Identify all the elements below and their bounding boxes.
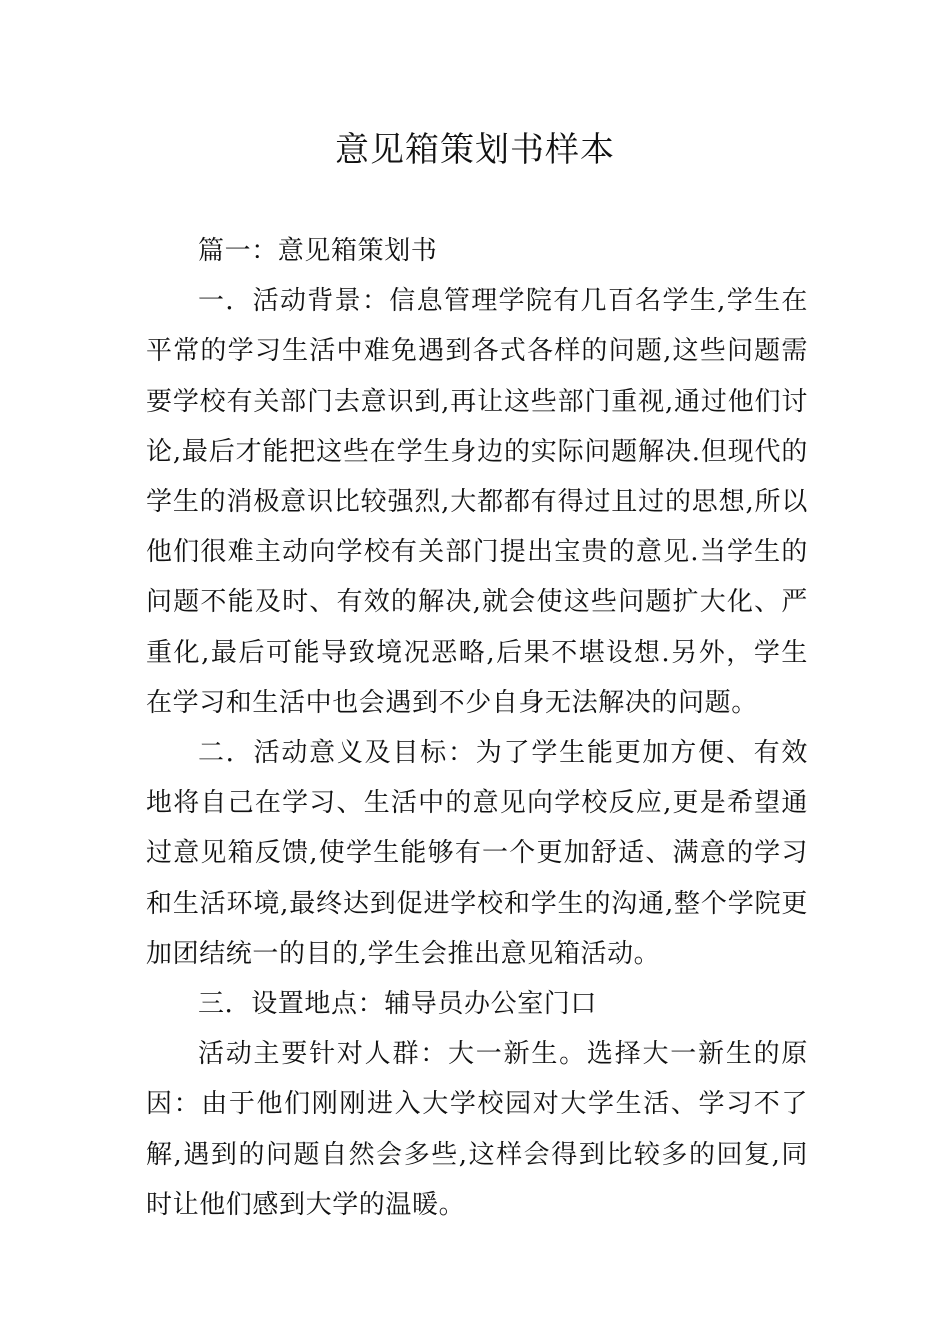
paragraph-location: 三．设置地点：辅导员办公室门口 <box>198 989 598 1020</box>
section-heading: 篇一：意见箱策划书 <box>198 236 438 266</box>
document-title: 意见箱策划书样本 <box>335 130 615 170</box>
paragraph-background: 一．活动背景：信息管理学院有几百名学生,学生在平常的学习生活中难免遇到各式各样的问题,这些问题需要学校有关部门去意识到,再让这些部门重视,通过他们讨论,最后才能把这些在学生身边的实际问题解决.但现代的学生的消极意识比较强烈,大都都有得过且过的思想,所以他们很难主动向学校有关部门提出宝贵的意见.当学生的问题不能及时、有效的解决,就会使这些问题扩大化、严重化,最后可能导致境况恶略,后果不堪设想.另外，学生在学习和生活中也会遇到不少自身无法解决的问题。 <box>146 286 808 718</box>
paragraph-purpose: 二．活动意义及目标：为了学生能更加方便、有效地将自己在学习、生活中的意见向学校反应,更是希望通过意见箱反馈,使学生能够有一个更加舒适、满意的学习和生活环境,最终达到促进学校和学生的沟通,整个学院更加团结统一的目的,学生会推出意见箱活动。 <box>146 738 808 969</box>
document-body <box>146 226 808 1230</box>
paragraph-target-audience: 活动主要针对人群：大一新生。选择大一新生的原因：由于他们刚刚进入大学校园对大学生活、学习不了解,遇到的问题自然会多些,这样会得到比较多的回复,同时让他们感到大学的温暖。 <box>146 1039 808 1220</box>
